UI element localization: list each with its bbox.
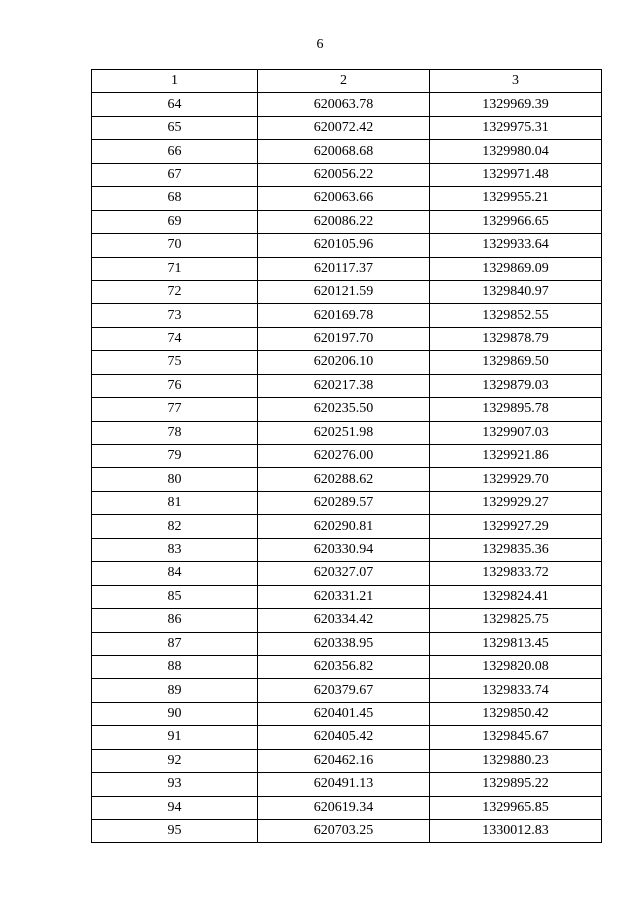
y-coordinate-cell: 1329955.21 <box>430 187 602 210</box>
y-coordinate-cell: 1329835.36 <box>430 538 602 561</box>
y-coordinate-cell: 1329966.65 <box>430 210 602 233</box>
table-row <box>92 726 602 749</box>
x-coordinate-cell: 620401.45 <box>258 702 430 725</box>
table-row <box>92 585 602 608</box>
table-row <box>92 773 602 796</box>
x-coordinate-cell: 620462.16 <box>258 749 430 772</box>
table-row <box>92 702 602 725</box>
y-coordinate-cell: 1329824.41 <box>430 585 602 608</box>
page-number: 6 <box>316 37 324 52</box>
table-row <box>92 538 602 561</box>
x-coordinate-cell: 620063.78 <box>258 93 430 116</box>
table-row <box>92 655 602 678</box>
table-row <box>92 140 602 163</box>
y-coordinate-cell: 1330012.83 <box>430 820 602 843</box>
table-row <box>92 187 602 210</box>
point-number-cell: 92 <box>92 749 258 772</box>
point-number-cell: 83 <box>92 538 258 561</box>
point-number-cell: 90 <box>92 702 258 725</box>
y-coordinate-cell: 1329869.50 <box>430 351 602 374</box>
x-coordinate-cell: 620068.68 <box>258 140 430 163</box>
table-row <box>92 351 602 374</box>
table-row <box>92 421 602 444</box>
point-number-cell: 93 <box>92 773 258 796</box>
point-number-cell: 66 <box>92 140 258 163</box>
point-number-cell: 68 <box>92 187 258 210</box>
column-header-3: 3 <box>430 70 602 93</box>
table-row <box>92 234 602 257</box>
x-coordinate-cell: 620056.22 <box>258 163 430 186</box>
y-coordinate-cell: 1329895.22 <box>430 773 602 796</box>
y-coordinate-cell: 1329895.78 <box>430 398 602 421</box>
x-coordinate-cell: 620338.95 <box>258 632 430 655</box>
point-number-cell: 65 <box>92 116 258 139</box>
y-coordinate-cell: 1329927.29 <box>430 515 602 538</box>
y-coordinate-cell: 1329845.67 <box>430 726 602 749</box>
y-coordinate-cell: 1329852.55 <box>430 304 602 327</box>
point-number-cell: 78 <box>92 421 258 444</box>
y-coordinate-cell: 1329975.31 <box>430 116 602 139</box>
y-coordinate-cell: 1329929.27 <box>430 491 602 514</box>
point-number-cell: 69 <box>92 210 258 233</box>
table-row <box>92 820 602 843</box>
y-coordinate-cell: 1329980.04 <box>430 140 602 163</box>
point-number-cell: 82 <box>92 515 258 538</box>
y-coordinate-cell: 1329850.42 <box>430 702 602 725</box>
x-coordinate-cell: 620379.67 <box>258 679 430 702</box>
table-row <box>92 515 602 538</box>
y-coordinate-cell: 1329833.72 <box>430 562 602 585</box>
y-coordinate-cell: 1329833.74 <box>430 679 602 702</box>
table-row <box>92 163 602 186</box>
point-number-cell: 79 <box>92 445 258 468</box>
y-coordinate-cell: 1329933.64 <box>430 234 602 257</box>
x-coordinate-cell: 620117.37 <box>258 257 430 280</box>
x-coordinate-cell: 620290.81 <box>258 515 430 538</box>
table-row <box>92 116 602 139</box>
point-number-cell: 95 <box>92 820 258 843</box>
x-coordinate-cell: 620072.42 <box>258 116 430 139</box>
point-number-cell: 85 <box>92 585 258 608</box>
x-coordinate-cell: 620235.50 <box>258 398 430 421</box>
y-coordinate-cell: 1329878.79 <box>430 327 602 350</box>
header-row <box>92 70 602 93</box>
x-coordinate-cell: 620105.96 <box>258 234 430 257</box>
y-coordinate-cell: 1329813.45 <box>430 632 602 655</box>
coordinates-table <box>91 69 602 843</box>
x-coordinate-cell: 620169.78 <box>258 304 430 327</box>
point-number-cell: 74 <box>92 327 258 350</box>
x-coordinate-cell: 620619.34 <box>258 796 430 819</box>
y-coordinate-cell: 1329840.97 <box>430 280 602 303</box>
x-coordinate-cell: 620217.38 <box>258 374 430 397</box>
table-row <box>92 632 602 655</box>
x-coordinate-cell: 620327.07 <box>258 562 430 585</box>
y-coordinate-cell: 1329921.86 <box>430 445 602 468</box>
x-coordinate-cell: 620251.98 <box>258 421 430 444</box>
point-number-cell: 75 <box>92 351 258 374</box>
table-row <box>92 210 602 233</box>
point-number-cell: 76 <box>92 374 258 397</box>
x-coordinate-cell: 620330.94 <box>258 538 430 561</box>
table-row <box>92 327 602 350</box>
y-coordinate-cell: 1329969.39 <box>430 93 602 116</box>
x-coordinate-cell: 620405.42 <box>258 726 430 749</box>
y-coordinate-cell: 1329929.70 <box>430 468 602 491</box>
point-number-cell: 89 <box>92 679 258 702</box>
point-number-cell: 81 <box>92 491 258 514</box>
y-coordinate-cell: 1329869.09 <box>430 257 602 280</box>
point-number-cell: 70 <box>92 234 258 257</box>
point-number-cell: 80 <box>92 468 258 491</box>
table-row <box>92 304 602 327</box>
x-coordinate-cell: 620276.00 <box>258 445 430 468</box>
y-coordinate-cell: 1329880.23 <box>430 749 602 772</box>
table-body <box>92 93 602 843</box>
table-row <box>92 374 602 397</box>
x-coordinate-cell: 620703.25 <box>258 820 430 843</box>
x-coordinate-cell: 620288.62 <box>258 468 430 491</box>
table-row <box>92 749 602 772</box>
y-coordinate-cell: 1329825.75 <box>430 609 602 632</box>
table-row <box>92 93 602 116</box>
point-number-cell: 94 <box>92 796 258 819</box>
table-row <box>92 796 602 819</box>
x-coordinate-cell: 620121.59 <box>258 280 430 303</box>
x-coordinate-cell: 620289.57 <box>258 491 430 514</box>
x-coordinate-cell: 620331.21 <box>258 585 430 608</box>
x-coordinate-cell: 620356.82 <box>258 655 430 678</box>
table-row <box>92 468 602 491</box>
y-coordinate-cell: 1329907.03 <box>430 421 602 444</box>
y-coordinate-cell: 1329879.03 <box>430 374 602 397</box>
column-header-1: 1 <box>92 70 258 93</box>
point-number-cell: 84 <box>92 562 258 585</box>
table-row <box>92 280 602 303</box>
point-number-cell: 77 <box>92 398 258 421</box>
table-row <box>92 609 602 632</box>
table-row <box>92 562 602 585</box>
point-number-cell: 86 <box>92 609 258 632</box>
table-row <box>92 257 602 280</box>
table-header <box>92 70 602 93</box>
y-coordinate-cell: 1329820.08 <box>430 655 602 678</box>
x-coordinate-cell: 620491.13 <box>258 773 430 796</box>
x-coordinate-cell: 620206.10 <box>258 351 430 374</box>
point-number-cell: 87 <box>92 632 258 655</box>
point-number-cell: 67 <box>92 163 258 186</box>
table-row <box>92 491 602 514</box>
column-header-2: 2 <box>258 70 430 93</box>
point-number-cell: 88 <box>92 655 258 678</box>
point-number-cell: 64 <box>92 93 258 116</box>
x-coordinate-cell: 620197.70 <box>258 327 430 350</box>
point-number-cell: 71 <box>92 257 258 280</box>
point-number-cell: 73 <box>92 304 258 327</box>
point-number-cell: 91 <box>92 726 258 749</box>
table-row <box>92 398 602 421</box>
x-coordinate-cell: 620086.22 <box>258 210 430 233</box>
x-coordinate-cell: 620063.66 <box>258 187 430 210</box>
x-coordinate-cell: 620334.42 <box>258 609 430 632</box>
table-row <box>92 445 602 468</box>
y-coordinate-cell: 1329965.85 <box>430 796 602 819</box>
y-coordinate-cell: 1329971.48 <box>430 163 602 186</box>
table-row <box>92 679 602 702</box>
point-number-cell: 72 <box>92 280 258 303</box>
